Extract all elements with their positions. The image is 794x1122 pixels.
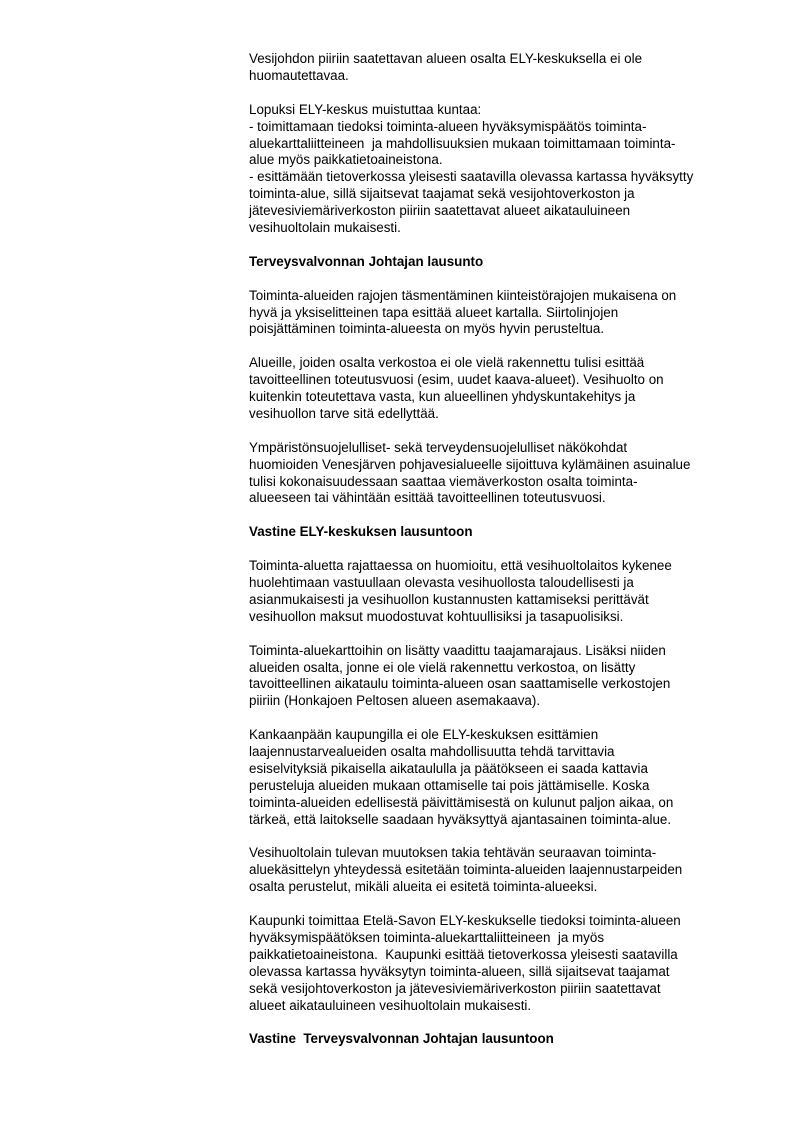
text-line: toiminta-alue, sillä sijaitsevat taajamat sekä vesijohtoverkoston ja (249, 186, 635, 202)
paragraph (249, 288, 769, 339)
text-line: Kankaanpään kaupungilla ei ole ELY-keskuksen esittämien (249, 727, 599, 743)
text-line: Terveysvalvonnan Johtajan lausunto (249, 253, 484, 269)
section-heading (249, 524, 769, 541)
section-heading (249, 1031, 769, 1048)
text-line: paikkatietoaineistona. Kaupunki esittää tietoverkossa yleisesti saatavilla (249, 946, 678, 962)
text-line: alueeseen tai vähintään esittää tavoitteellinen toteutusvuosi. (249, 490, 606, 506)
text-line: Vastine Terveysvalvonnan Johtajan lausuntoon (249, 1031, 554, 1047)
paragraph (249, 558, 769, 626)
text-line: tärkeä, että laitokselle saadaan hyväksyttyä ajantasainen toiminta-alue. (249, 811, 672, 827)
text-line: tavoitteellinen toteutusvuosi (esim, uudet kaava-alueet). Vesihuolto on (249, 372, 664, 388)
text-line: - toimittamaan tiedoksi toiminta-alueen hyväksymispäätös toiminta- (249, 118, 647, 134)
text-line: Alueille, joiden osalta verkostoa ei ole vielä rakennettu tulisi esittää (249, 355, 645, 371)
text-line: poisjättäminen toiminta-alueesta on myös hyvin perusteltua. (249, 321, 605, 337)
paragraph (249, 845, 769, 896)
text-line: piiriin (Honkajoen Peltosen alueen asemakaava). (249, 693, 541, 709)
section-heading (249, 254, 769, 271)
text-line: asianmukaisesti ja vesihuollon kustannusten kattamiseksi perittävät (249, 591, 649, 607)
text-line: esiselvityksiä pikaisella aikataululla ja päätökseen ei saada kattavia (249, 760, 648, 776)
text-line: Vesijohdon piiriin saatettavan alueen osalta ELY-keskuksella ei ole (249, 51, 643, 66)
text-line: huolehtimaan vastuullaan olevasta vesihuollosta taloudellisesti ja (249, 574, 634, 590)
text-line: aluekarttaliitteineen ja mahdollisuuksien mukaan toimittamaan toiminta- (249, 135, 676, 151)
text-line: toiminta-alueiden edellisestä päivittämisestä on kulunut paljon aikaa, on (249, 794, 674, 810)
text-line: Kaupunki toimittaa Etelä-Savon ELY-keskukselle tiedoksi toiminta-alueen (249, 913, 681, 929)
paragraph (249, 51, 769, 85)
text-line: olevassa kartassa hyväksytyn toiminta-alueen, sillä sijaitsevat taajamat (249, 963, 670, 979)
paragraph (249, 727, 769, 828)
text-line: sekä vesijohtoverkoston ja jätevesiviemäriverkoston piiriin saatettavat (249, 980, 661, 996)
text-line: kuitenkin toteutettava vasta, kun alueellinen yhdyskuntakehitys ja (249, 389, 636, 405)
text-line: Vastine ELY-keskuksen lausuntoon (249, 524, 473, 540)
text-line: huomautettavaa. (249, 67, 349, 83)
text-line: Toiminta-alueiden rajojen täsmentäminen kiinteistörajojen mukaisena on (249, 287, 677, 303)
text-line: perusteluja alueiden mukaan ottamiselle tai pois jättämiselle. Koska (249, 777, 650, 793)
document-page (249, 51, 769, 1065)
text-line: Ympäristönsuojelulliset- sekä terveydensuojelulliset näkökohdat (249, 439, 628, 455)
text-line: vesihuoltolain mukaisesti. (249, 220, 401, 236)
paragraph (249, 643, 769, 711)
text-line: osalta perustelut, mikäli alueita ei esitetä toiminta-alueeksi. (249, 879, 598, 895)
text-line: laajennustarvealueiden osalta mahdollisuutta tehdä tarvittavia (249, 744, 615, 760)
text-line: hyvä ja yksiselitteinen tapa esittää alueet kartalla. Siirtolinjojen (249, 304, 619, 320)
text-line: hyväksymispäätöksen toiminta-aluekarttaliitteineen ja myös (249, 929, 605, 945)
text-line: alueet aikatauluineen vesihuoltolain mukaisesti. (249, 997, 532, 1013)
text-line: tavoitteellinen aikataulu toiminta-alueen osan saattamiselle verkostojen (249, 676, 671, 692)
text-line: alueiden osalta, jonne ei ole vielä rakennettu verkostoa, on lisätty (249, 659, 636, 675)
text-line: Toiminta-aluetta rajattaessa on huomioitu, että vesihuoltolaitos kykenee (249, 558, 672, 574)
text-line: Lopuksi ELY-keskus muistuttaa kuntaa: (249, 101, 482, 117)
text-line: vesihuollon tarve sitä edellyttää. (249, 405, 439, 421)
text-line: tulisi kokonaisuudessaan saattaa viemäverkoston osalta toiminta- (249, 473, 638, 489)
text-line: huomioiden Venesjärven pohjavesialueelle sijoittuva kylämäinen asuinalue (249, 456, 691, 472)
text-line: alue myös paikkatietoaineistona. (249, 152, 443, 168)
text-line: vesihuollon maksut muodostuvat kohtuullisiksi ja tasapuolisiksi. (249, 608, 624, 624)
paragraph (249, 355, 769, 423)
text-line: Toiminta-aluekarttoihin on lisätty vaadittu taajamarajaus. Lisäksi niiden (249, 642, 666, 658)
paragraph (249, 913, 769, 1014)
text-line: aluekäsittelyn yhteydessä esitetään toiminta-alueiden laajennustarpeiden (249, 862, 683, 878)
text-line: jätevesiviemäriverkoston piiriin saatettavat alueet aikatauluineen (249, 203, 631, 219)
text-line: - esittämään tietoverkossa yleisesti saatavilla olevassa kartassa hyväksytty (249, 169, 694, 185)
paragraph (249, 102, 769, 237)
paragraph (249, 440, 769, 508)
text-line: Vesihuoltolain tulevan muutoksen takia tehtävän seuraavan toiminta- (249, 845, 657, 861)
